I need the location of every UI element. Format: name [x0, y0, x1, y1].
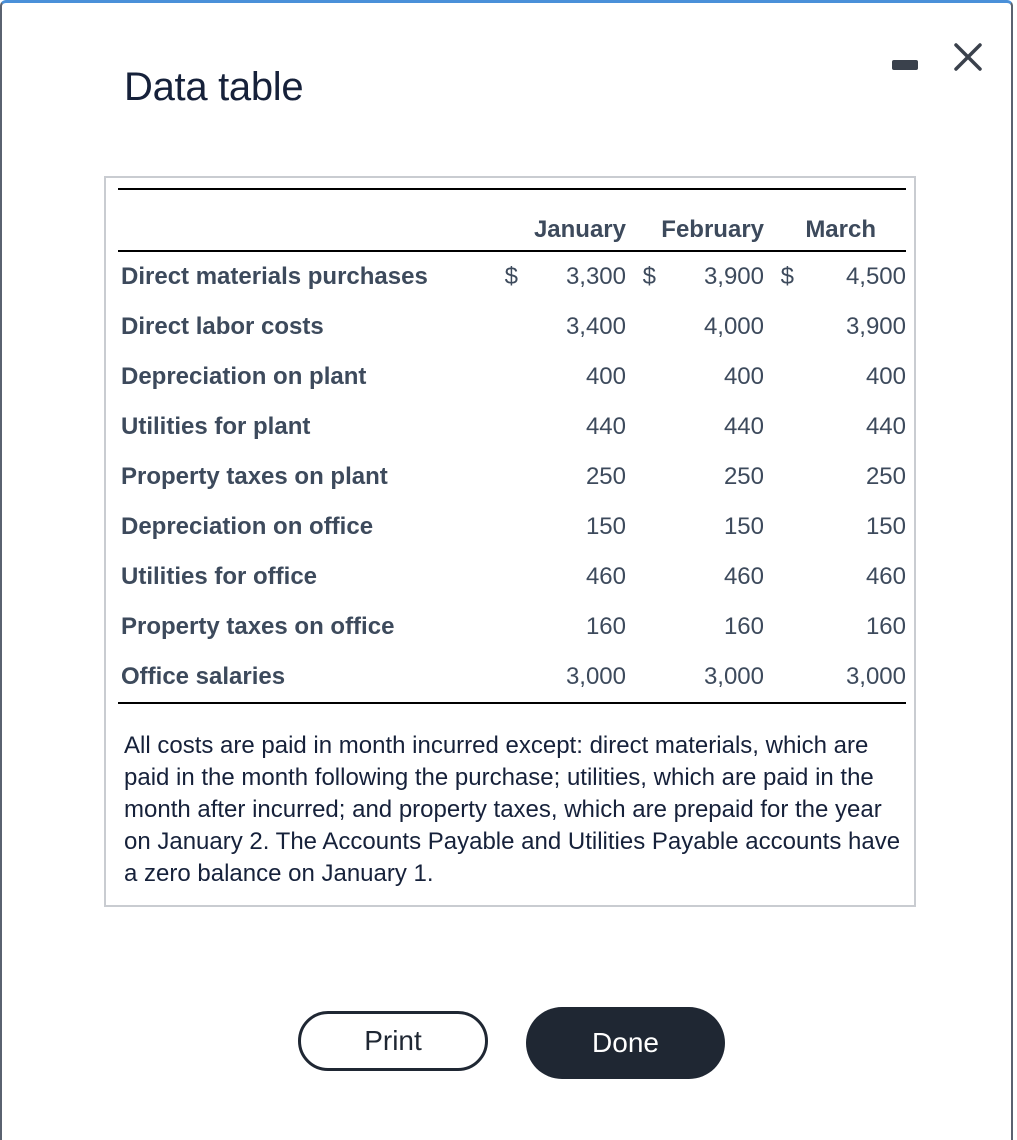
- cell-february: 440: [723, 413, 764, 440]
- close-icon[interactable]: [950, 39, 986, 75]
- currency-symbol: $: [504, 263, 518, 290]
- table-row: [118, 352, 906, 402]
- table-row: [118, 302, 906, 352]
- data-table: [118, 188, 906, 704]
- cell-february: 3,900: [703, 263, 764, 290]
- cell-march: 250: [865, 463, 906, 490]
- table-row: [118, 452, 906, 502]
- cell-february: 4,000: [703, 313, 764, 340]
- cell-january: 3,300: [565, 263, 626, 290]
- cell-february: 3,000: [656, 652, 764, 703]
- cell-february: 250: [723, 463, 764, 490]
- table-row: [118, 402, 906, 452]
- cell-february: 160: [723, 613, 764, 640]
- cell-march: 400: [865, 363, 906, 390]
- cell-january: 150: [585, 513, 626, 540]
- print-button[interactable]: Print: [298, 1011, 488, 1071]
- table-row: [118, 602, 906, 652]
- cell-january: 160: [585, 613, 626, 640]
- currency-symbol: $: [780, 263, 794, 290]
- row-label: Depreciation on plant: [121, 363, 367, 390]
- cell-march: 4,500: [845, 263, 906, 290]
- data-panel: [104, 176, 916, 907]
- cell-january: 440: [585, 413, 626, 440]
- cell-february: 400: [723, 363, 764, 390]
- cell-january: 3,000: [518, 652, 626, 703]
- cell-march: 440: [865, 413, 906, 440]
- cell-march: 460: [865, 563, 906, 590]
- cell-february: 150: [723, 513, 764, 540]
- cell-march: 150: [865, 513, 906, 540]
- row-label: Property taxes on office: [121, 613, 395, 640]
- row-label: Depreciation on office: [121, 513, 374, 540]
- cell-march: 3,000: [794, 652, 906, 703]
- header-spacer: [118, 200, 496, 251]
- done-button[interactable]: Done: [526, 1007, 725, 1079]
- table-row: [118, 251, 906, 302]
- table-row: [118, 652, 906, 703]
- row-label: Property taxes on plant: [121, 463, 388, 490]
- cell-january: 3,400: [565, 313, 626, 340]
- table-row: [118, 502, 906, 552]
- row-label: Direct materials purchases: [121, 263, 428, 290]
- row-label: Utilities for plant: [121, 413, 311, 440]
- column-header-january: January: [496, 200, 626, 251]
- column-header-february: February: [626, 200, 764, 251]
- column-header-march: March: [764, 200, 906, 251]
- table-row: [118, 552, 906, 602]
- cell-february: 460: [723, 563, 764, 590]
- dialog-title: Data table: [124, 65, 304, 109]
- minimize-icon[interactable]: [892, 60, 918, 70]
- row-label: Direct labor costs: [121, 313, 324, 340]
- cell-january: 250: [585, 463, 626, 490]
- cell-january: 400: [585, 363, 626, 390]
- table-footnote: All costs are paid in month incurred except: direct materials, which are paid in the month following the purchase; utilities, which are paid in the month after incurred; and property taxes, which are prepaid for the year on January 2. The Accounts Payable and Utilities Payable accounts have a zero balance on January 1.: [124, 732, 901, 887]
- row-label: Office salaries: [118, 652, 496, 703]
- currency-symbol: $: [642, 263, 656, 290]
- cell-march: 160: [865, 613, 906, 640]
- cell-march: 3,900: [845, 313, 906, 340]
- row-label: Utilities for office: [121, 563, 318, 590]
- cell-january: 460: [585, 563, 626, 590]
